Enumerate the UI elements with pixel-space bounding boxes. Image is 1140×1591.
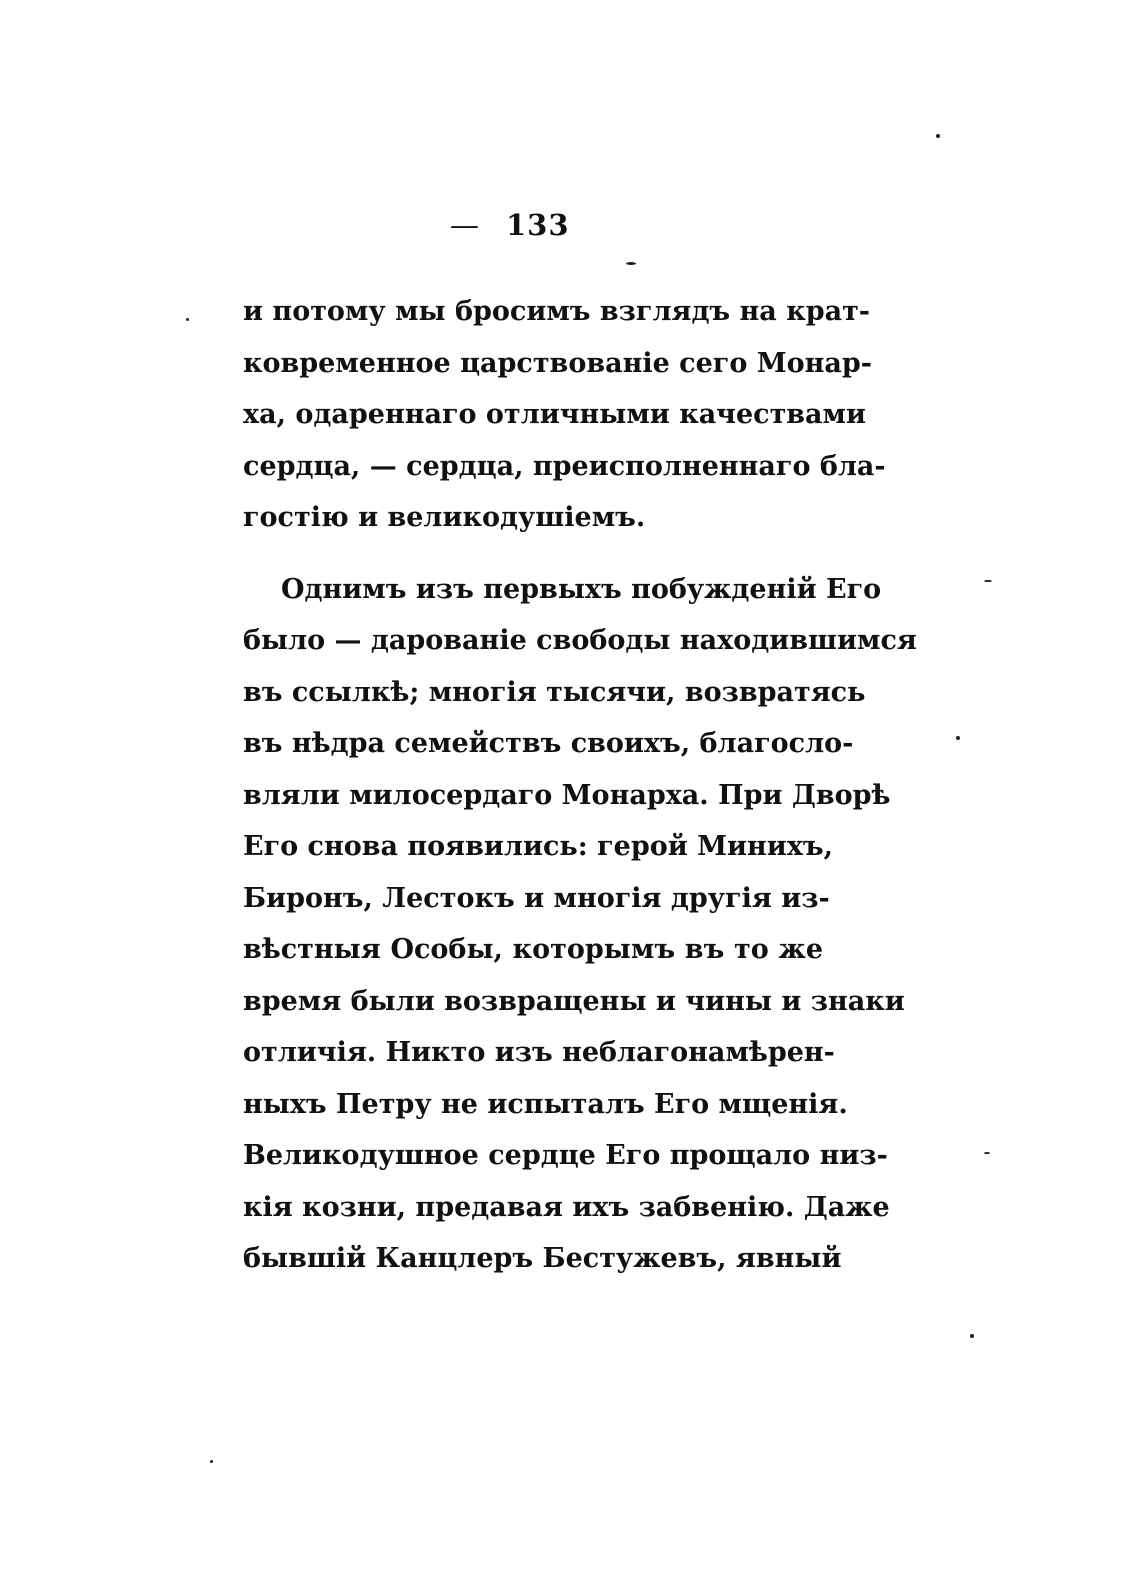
- scan-speck: [210, 1460, 213, 1463]
- page-header: [450, 208, 610, 242]
- paragraph-2: [243, 564, 917, 1285]
- scan-speck: [936, 134, 940, 138]
- text-line: ха, одареннаго отличными качествами: [243, 399, 867, 430]
- text-line: гостію и великодушіемъ.: [243, 502, 646, 533]
- text-line: вляли милосердаго Монарха. При Дворѣ: [243, 779, 891, 811]
- text-line: Великодушное сердце Его прощало низ-: [243, 1140, 888, 1171]
- text-line: Однимъ изъ первыхъ побужденій Его: [281, 573, 882, 605]
- paragraph-1: [243, 286, 886, 544]
- body-text: [243, 286, 917, 1285]
- text-line: сердца, — сердца, преисполненнаго бла-: [243, 450, 886, 482]
- text-line: кія козни, предавая ихъ забвенію. Даже: [243, 1191, 890, 1223]
- text-line: отличія. Никто изъ неблагонамѣрен-: [243, 1037, 835, 1068]
- header-dash: —: [450, 208, 480, 242]
- paragraph-gap: [243, 544, 823, 564]
- text-line: ныхъ Петру не испыталъ Его мщенія.: [243, 1088, 848, 1120]
- text-line: бывшій Канцлеръ Бестужевъ, явный: [243, 1243, 842, 1274]
- scan-speck: [626, 262, 636, 265]
- text-line: Биронъ, Лестокъ и многія другія из-: [243, 882, 830, 914]
- scan-speck: [186, 318, 189, 321]
- text-line: время были возвращены и чины и знаки: [243, 985, 905, 1017]
- text-line: въ ссылкѣ; многія тысячи, возвратясь: [243, 676, 866, 708]
- text-line: и потому мы бросимъ взглядъ на крат-: [243, 296, 871, 327]
- scan-speck: [984, 1152, 990, 1154]
- text-line: въ нѣдра семействъ своихъ, благосло-: [243, 728, 854, 759]
- text-line: было — дарованіе свободы находившимся: [243, 625, 917, 656]
- scan-speck: [984, 580, 992, 582]
- text-line: Его снова появились: герой Минихъ,: [243, 831, 834, 862]
- page-number: 133: [506, 208, 570, 242]
- scan-speck: [956, 736, 960, 740]
- scan-speck: [970, 1334, 974, 1338]
- text-line: вѣстныя Особы, которымъ въ то же: [243, 934, 823, 965]
- text-line: ковременное царствованіе сего Монар-: [243, 347, 872, 379]
